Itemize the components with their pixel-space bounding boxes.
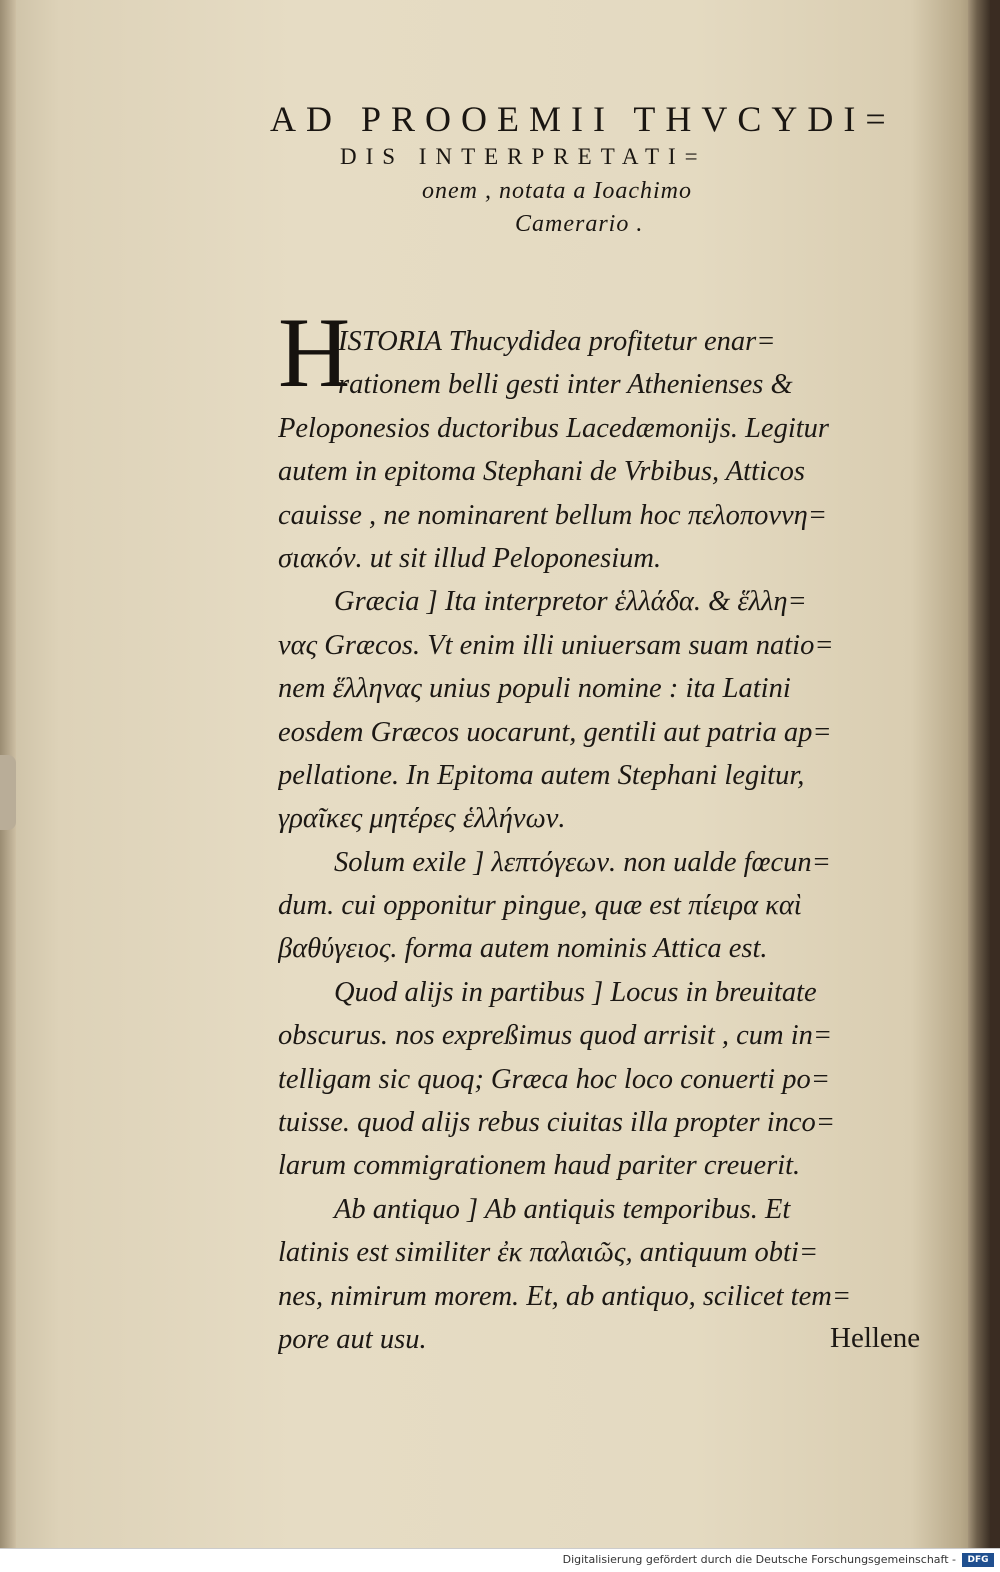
- page-edge: [968, 0, 990, 1548]
- text-line: nes, nimirum morem. Et, ab antiquo, scilicet tem=: [278, 1280, 852, 1312]
- text-line: tuisse. quod alijs rebus ciuitas illa propter inco=: [278, 1107, 836, 1139]
- text-line: βαθύγειος. forma autem nominis Attica est.: [278, 933, 768, 965]
- heading-line-2: DIS INTERPRETATI=: [340, 144, 707, 169]
- dfg-logo-icon: DFG: [962, 1553, 994, 1567]
- text-line: obscurus. nos expreßimus quod arrisit , cum in=: [278, 1020, 833, 1052]
- text-line: Solum exile ] λεπτόγεων. non ualde fœcun=: [334, 846, 831, 878]
- text-line: νας Græcos. Vt enim illi uniuersam suam natio=: [278, 629, 834, 661]
- binding-clip: [0, 755, 16, 830]
- text-line: rationem belli gesti inter Athenienses &: [338, 369, 793, 401]
- text-line: pore aut usu.: [278, 1323, 427, 1355]
- drop-capital: H: [278, 297, 351, 408]
- text-line: Peloponesios ductoribus Lacedæmonijs. Legitur: [278, 412, 829, 444]
- heading-line-4: Camerario .: [515, 211, 644, 237]
- text-line: larum commigrationem haud pariter creuerit.: [278, 1150, 801, 1182]
- text-line: telligam sic quoq; Græca hoc loco conuerti po=: [278, 1063, 830, 1095]
- body-text: [278, 320, 938, 1361]
- text-line: nem ἕλληνας unius populi nomine : ita Latini: [278, 673, 791, 705]
- text-line: autem in epitoma Stephani de Vrbibus, Atticos: [278, 456, 805, 488]
- text-line: latinis est similiter ἐκ παλαιῶς, antiquum obti=: [278, 1237, 819, 1269]
- heading-line-1: AD PROOEMII THVCYDI=: [270, 99, 896, 139]
- text-line: cauisse , ne nominarent bellum hoc πελοποννη=: [278, 499, 828, 531]
- heading-line-3: onem , notata a Ioachimo: [422, 178, 692, 204]
- catchword: Hellene: [830, 1322, 921, 1354]
- text-line: Græcia ] Ita interpretor ἑλλάδα. & ἕλλη=: [334, 586, 807, 618]
- text-line: σιακόν. ut sit illud Peloponesium.: [278, 542, 662, 574]
- funding-notice: Digitalisierung gefördert durch die Deutsche Forschungsgemeinschaft -: [562, 1553, 956, 1566]
- text-line: pellatione. In Epitoma autem Stephani legitur,: [278, 759, 805, 791]
- text-line: dum. cui opponitur pingue, quæ est πίειρα καὶ: [278, 890, 802, 922]
- text-line: Ab antiquo ] Ab antiquis temporibus. Et: [334, 1193, 791, 1225]
- text-line: eosdem Græcos uocarunt, gentili aut patria ap=: [278, 716, 832, 748]
- text-line: Quod alijs in partibus ] Locus in breuitate: [334, 976, 817, 1008]
- text-line: γραῖκες μητέρες ἑλλήνων.: [278, 803, 566, 835]
- text-line: ISTORIA Thucydidea profitetur enar=: [338, 326, 776, 357]
- chapter-heading: [270, 98, 950, 238]
- footer-bar: [0, 1548, 1000, 1572]
